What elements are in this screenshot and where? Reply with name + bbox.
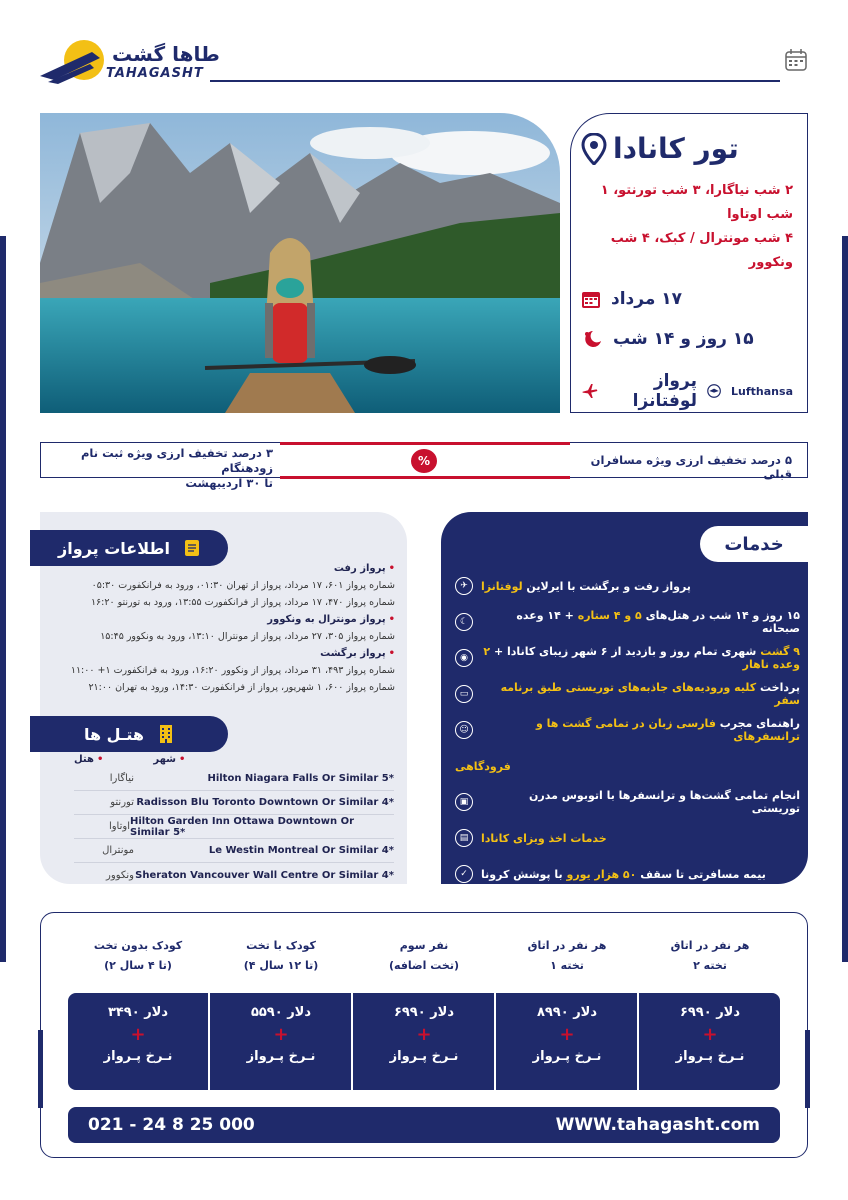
service-8-text: بیمه مسافرتی تا سقف — [636, 867, 766, 881]
service-3-highlight: ۹ گشت — [760, 645, 800, 658]
website-link[interactable]: WWW.tahagasht.com — [555, 1115, 760, 1135]
service-item-continued — [455, 748, 800, 784]
early-booking-line-1: ۳ درصد تخفیف ارزی ویژه ثبت نام زودهنگام — [81, 446, 273, 475]
plus-sign: + — [130, 1024, 146, 1045]
hero-photo — [40, 113, 560, 413]
price-header-line-1: هر نفر در اتاق — [527, 939, 607, 952]
date-icon — [581, 289, 601, 309]
return-heading: • پرواز برگشت — [48, 645, 395, 662]
airfare-label: نـرخ پـرواز — [675, 1049, 745, 1064]
hotels-header — [74, 754, 394, 765]
price-header-line-2: ۱ تخته — [550, 959, 584, 972]
lufthansa-logo-text: Lufthansa — [731, 384, 793, 398]
plus-sign: + — [416, 1024, 432, 1045]
service-3-text: شهری تمام روز و بازدید از ۶ شهر زیبای کانادا + — [490, 645, 761, 658]
lufthansa-logo-icon — [707, 382, 721, 400]
tour-duration: ۱۵ روز و ۱۴ شب — [613, 329, 754, 349]
price-header-line-1: کودک با تخت — [246, 939, 316, 952]
service-2-text: ۱۵ روز و ۱۴ شب در هتل‌های — [641, 609, 800, 622]
guide-icon: ☺ — [455, 721, 473, 739]
location-pin-icon — [581, 133, 607, 165]
price-amount: ۳۴۹۰ دلار — [107, 1005, 169, 1020]
service-3-highlight-end: ۲ وعده ناهار — [483, 645, 800, 671]
service-item — [455, 604, 800, 640]
logo-mark — [40, 38, 110, 86]
price-header — [211, 936, 351, 976]
hotel-row — [74, 839, 394, 863]
service-6-text: انجام تمامی گشت‌ها و ترانسفرها با اتوبوس مدرن توریستی — [529, 789, 800, 815]
returning-customer-discount: ۵ درصد تخفیف ارزی ویژه مسافران قبلی — [590, 453, 792, 481]
column-divider — [494, 993, 496, 1090]
hotel-name: Hilton Garden Inn Ottawa Downtown Or Similar 5* — [130, 815, 355, 838]
domestic-flight-1: شماره پرواز ۳۰۵، ۲۷ مرداد، پرواز از مونترال ۱۳:۱۰، ورود به ونکوور ۱۵:۴۵ — [100, 631, 395, 642]
service-1-text: پرواز رفت و برگشت با ایرلاین — [522, 579, 691, 593]
right-accent-bar — [842, 236, 848, 962]
tour-flight-row — [581, 371, 793, 411]
price-header — [354, 936, 494, 976]
hotel-row — [74, 863, 394, 887]
hotel-name: Hilton Niagara Falls Or Similar 5* — [207, 773, 394, 784]
service-item — [455, 856, 800, 892]
hotels-table — [74, 754, 394, 887]
service-4-highlight: کلیه ورودیه‌های جاذبه‌های توریستی طبق برنامه سفر — [500, 681, 800, 707]
service-item — [455, 676, 800, 712]
service-5-highlight: فارسی زبان در تمامی گشت ها و ترانسفرهای — [535, 717, 800, 743]
ticket-icon: ▭ — [455, 685, 473, 703]
passport-icon: ▤ — [455, 829, 473, 847]
calendar-icon — [785, 48, 807, 72]
plus-sign: + — [273, 1024, 289, 1045]
airfare-label: نـرخ پـرواز — [103, 1049, 173, 1064]
early-booking-line-2: تا ۳۰ اردیبهشت — [185, 476, 273, 490]
service-8-highlight: ۵۰ هزار یورو — [566, 867, 637, 881]
price-cell — [354, 993, 494, 1090]
flight-details — [48, 560, 395, 696]
column-divider — [351, 993, 353, 1090]
camera-icon: ◉ — [455, 649, 473, 667]
discount-accent-top — [280, 442, 570, 445]
price-header-line-1: نفر سوم — [399, 939, 449, 952]
document-icon — [184, 539, 200, 557]
service-2-highlight: ۵ و ۴ ستاره — [577, 609, 642, 622]
price-cell — [68, 993, 208, 1090]
bus-icon: ▣ — [455, 793, 473, 811]
hotel-row — [74, 815, 394, 839]
discount-accent-bottom — [280, 476, 570, 479]
airplane-icon: ✈ — [455, 577, 473, 595]
price-header-line-2: ۲ تخته — [693, 959, 727, 972]
service-7-highlight: خدمات اخذ ویزای کانادا — [481, 831, 607, 845]
hotel-city: مونترال — [102, 845, 134, 856]
price-header — [68, 936, 208, 976]
hotel-city: تورنتو — [110, 797, 134, 808]
hotel-name: Sheraton Vancouver Wall Centre Or Similar 4* — [135, 869, 394, 881]
hotel-row — [74, 767, 394, 791]
price-header — [497, 936, 637, 976]
price-cell — [640, 993, 780, 1090]
outbound-flight-2: شماره پرواز ۴۷۰، ۱۷ مرداد، پرواز از فرانکفورت ۱۳:۵۵، ورود به تورنتو ۱۶:۲۰ — [90, 597, 395, 608]
moon-sun-icon — [581, 329, 603, 349]
price-header-line-2: (تخت اضافه) — [389, 959, 459, 972]
service-item — [455, 568, 800, 604]
price-amount: ۶۹۹۰ دلار — [393, 1005, 455, 1020]
tour-duration-row — [581, 329, 793, 349]
airfare-label: نـرخ پـرواز — [246, 1049, 316, 1064]
price-amount: ۶۹۹۰ دلار — [679, 1005, 741, 1020]
outbound-flight-1: شماره پرواز ۶۰۱، ۱۷ مرداد، پرواز از تهران ۰۱:۳۰، ورود به فرانکفورت ۰۵:۳۰ — [91, 580, 395, 591]
price-header-line-2: (۲ تا ۴ سال) — [104, 959, 172, 972]
hotels-tag — [30, 716, 228, 752]
hotels-col-hotel: • هتل — [74, 754, 103, 765]
service-item — [455, 640, 800, 676]
hotels-col-city: • شهر — [153, 754, 185, 765]
price-header-line-1: هر نفر در اتاق — [670, 939, 750, 952]
hotel-city: ونکوور — [106, 869, 134, 881]
tour-flight: پرواز لوفتانزا — [632, 371, 697, 411]
airplane-icon — [581, 380, 598, 402]
service-4-text: پرداخت — [756, 681, 800, 694]
domestic-heading: • پرواز مونترال به ونکوور — [48, 611, 395, 628]
price-cell — [211, 993, 351, 1090]
airfare-label: نـرخ پـرواز — [532, 1049, 602, 1064]
plus-sign: + — [702, 1024, 718, 1045]
plus-sign: + — [559, 1024, 575, 1045]
early-booking-discount — [48, 446, 273, 491]
route-line-1: ۲ شب نیاگارا، ۳ شب تورنتو، ۱ شب اوتاوا — [600, 183, 793, 222]
route-line-2: ۴ شب مونترال / کبک، ۴ شب ونکوور — [610, 231, 793, 270]
service-1-highlight: لوفتانزا — [481, 579, 523, 593]
service-item — [455, 784, 800, 820]
service-2-text-end: + ۱۴ وعده صبحانه — [516, 609, 800, 635]
tour-date-row — [581, 289, 793, 309]
tour-info-card — [570, 113, 808, 413]
service-item — [455, 712, 800, 748]
service-item — [455, 820, 800, 856]
hotel-name: Le Westin Montreal Or Similar 4* — [208, 845, 394, 856]
service-5-highlight-end: فرودگاهی — [455, 759, 511, 773]
price-header-line-2: (۴ تا ۱۲ سال) — [243, 959, 319, 972]
price-cell — [497, 993, 637, 1090]
header-divider — [210, 80, 780, 82]
contact-footer — [68, 1107, 780, 1143]
hotel-name: Radisson Blu Toronto Downtown Or Similar 4* — [136, 797, 394, 808]
services-list — [455, 568, 800, 892]
hotel-city: اوتاوا — [108, 821, 130, 832]
price-amount: ۵۵۹۰ دلار — [250, 1005, 312, 1020]
outbound-heading: • پرواز رفت — [48, 560, 395, 577]
hotel-row — [74, 791, 394, 815]
brand-name-fa: طاها گشت — [112, 42, 220, 66]
hotel-city: نیاگارا — [109, 773, 134, 784]
percent-badge: % — [411, 449, 437, 473]
airfare-label: نـرخ پـرواز — [389, 1049, 459, 1064]
return-flight-2: شماره پرواز ۶۰۰، ۱ شهریور، پرواز از فرانکفورت ۱۴:۳۰، ورود به تهران ۲۱:۰۰ — [88, 682, 395, 693]
flight-info-title: اطلاعات پرواز — [58, 538, 170, 558]
price-header-line-1: کودک بدون تخت — [93, 939, 183, 952]
shield-icon: ✓ — [455, 865, 473, 883]
price-header — [640, 936, 780, 976]
service-5-text: راهنمای مجرب — [715, 717, 800, 730]
service-8-text-end: با پوشش کرونا — [481, 867, 567, 881]
price-amount: ۸۹۹۰ دلار — [536, 1005, 598, 1020]
hotels-title: هتـل ها — [83, 724, 145, 744]
column-divider — [637, 993, 639, 1090]
column-divider — [208, 993, 210, 1090]
left-accent-bar — [0, 236, 6, 962]
brand-name-en: TAHAGASHT — [106, 66, 204, 81]
price-row — [68, 993, 780, 1090]
return-flight-1: شماره پرواز ۴۹۳، ۳۱ مرداد، پرواز از ونکوور ۱۶:۲۰، ورود به فرانکفورت ۱+ ۱۱:۰۰ — [70, 665, 395, 676]
tour-date: ۱۷ مرداد — [611, 289, 683, 309]
services-title: خدمات — [700, 526, 808, 562]
tour-title: تور کانادا — [613, 132, 739, 165]
bed-icon: ☾ — [455, 613, 473, 631]
building-icon — [158, 724, 174, 744]
price-headers — [68, 936, 780, 986]
phone-number[interactable]: 021 - 24 8 25 000 — [88, 1115, 255, 1135]
